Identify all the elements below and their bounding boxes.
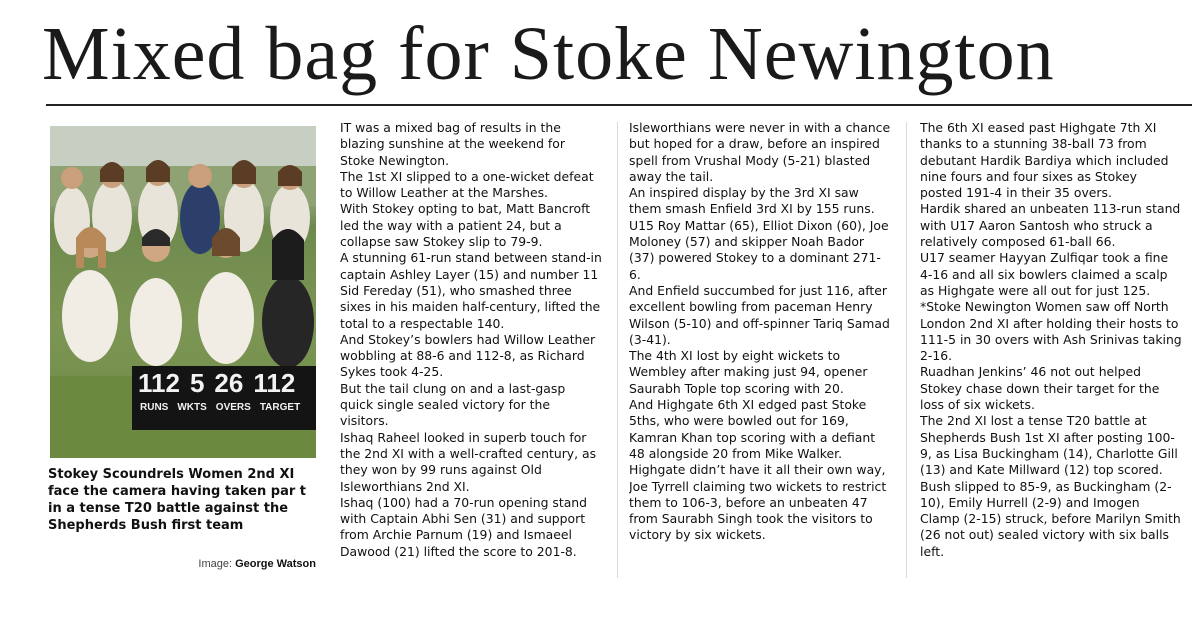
paragraph: Ishaq (100) had a 70-run opening stand with Captain Abhi Sen (31) and support from Archie Parnum (19) and Ismaeel Dawood (21) lifted the score to 201-8. (340, 494, 588, 559)
scoreboard-label-wickets: WKTS (177, 402, 207, 413)
scoreboard-wickets: 5 (189, 368, 205, 398)
paragraph: The 1st XI slipped to a one-wicket defeat to Willow Leather at the Marshes. (340, 168, 594, 201)
scoreboard-label-overs: OVERS (215, 402, 251, 413)
photo-caption: Stokey Scoundrels Women 2nd XI face the camera having taken par t in a tense T20 battle against the Shepherds Bush first team (48, 467, 306, 533)
scoreboard-label-target: TARGET (259, 402, 301, 413)
paragraph: An inspired display by the 3rd XI saw them smash Enfield 3rd XI by 155 runs. (629, 185, 875, 217)
paragraph: But the tail clung on and a last-gasp quick single sealed victory for the visitors. (340, 380, 566, 429)
paragraph: And Enfield succumbed for just 116, after excellent bowling from paceman Henry Wilson (5-10) and off-spinner Tariq Samad (3-41). (629, 282, 890, 347)
paragraph: A stunning 61-run stand between stand-in captain Ashley Layer (15) and number 11 Sid Fereday (51), who smashed three sixes in his maiden half-century, lifted the total to a respectable 140. (340, 250, 602, 331)
scoreboard-runs: 112 (138, 368, 180, 398)
team-photo (50, 126, 316, 458)
scoreboard (132, 366, 316, 430)
paragraph: And Stokey’s bowlers had Willow Leather wobbling at 88-6 and 112-8, as Richard Sykes took 4-25. (340, 331, 596, 380)
paragraph: *Stoke Newington Women saw off North London 2nd XI after holding their hosts to 111-5 in 30 overs with Ash Srinivas taking 2-16. (920, 299, 1182, 364)
paragraph: Bush slipped to 85-9, as Buckingham (2-10), Emily Hurrell (2-9) and Imogen Clamp (2-15) struck, before Marilyn Smith (26 not out) sealed victory with six balls left. (920, 478, 1181, 559)
scoreboard-target: 112 (253, 368, 296, 398)
article-column-3 (920, 120, 1182, 590)
paragraph: The 6th XI eased past Highgate 7th XI thanks to a stunning 38-ball 73 from debutant Hardik Bardiya which included nine fours and four sixes as Stokey posted 191-4 in their 35 overs. (920, 120, 1169, 201)
headline-rule (46, 104, 1192, 106)
article-column-2 (629, 120, 891, 590)
paragraph: U15 Roy Mattar (65), Elliot Dixon (60), Joe Moloney (57) and skipper Noah Bador (37) powered Stokey to a dominant 271-6. (629, 217, 889, 282)
paragraph: Hardik shared an unbeaten 113-run stand with U17 Aaron Santosh who struck a relatively composed 61-ball 66. (920, 201, 1181, 250)
paragraph: Ruadhan Jenkins’ 46 not out helped Stokey chase down their target for the loss of six wickets. (920, 364, 1160, 413)
column-divider (906, 122, 907, 578)
headline: Mixed bag for Stoke Newington (42, 12, 1055, 96)
paragraph: And Highgate 6th XI edged past Stoke 5ths, who were bowled out for 169, Kamran Khan top scoring with a defiant 48 alongside 20 from Mike Walker. (629, 397, 876, 461)
paragraph: With Stokey opting to bat, Matt Bancroft led the way with a patient 24, but a collapse saw Stokey slip to 79-9. (340, 201, 591, 250)
paragraph: Isleworthians were never in with a chance but hoped for a draw, before an inspired spell from Vrushal Mody (5-21) blasted away the tail. (629, 120, 891, 184)
photo-credit (198, 558, 316, 570)
scoreboard-label-runs: RUNS (140, 402, 169, 413)
scoreboard-overs: 26 (214, 368, 244, 398)
photo-credit-name: George Watson (235, 558, 316, 570)
article-column-1 (340, 120, 602, 590)
paragraph: The 4th XI lost by eight wickets to Wembley after making just 94, opener Saurabh Tople top scoring with 20. (629, 348, 868, 396)
paragraph: IT was a mixed bag of results in the blazing sunshine at the weekend for Stoke Newington. (340, 120, 565, 168)
photo-credit-prefix: Image: (198, 558, 233, 570)
column-divider (617, 122, 618, 578)
paragraph: Ishaq Raheel looked in superb touch for the 2nd XI with a well-crafted century, as they won by 99 runs against Old Isleworthians 2nd XI. (340, 429, 597, 494)
paragraph: Highgate didn’t have it all their own way, Joe Tyrrell claiming two wickets to restrict them to 106-3, before an unbeaten 47 from Saurabh Singh took the visitors to victory by six wickets. (629, 462, 887, 543)
paragraph: The 2nd XI lost a tense T20 battle at Shepherds Bush 1st XI after posting 100-9, as Lisa Buckingham (14), Charlotte Gill (13) and Kate Millward (12) top scored. (920, 413, 1178, 478)
paragraph: U17 seamer Hayyan Zulfiqar took a fine 4-16 and all six bowlers claimed a scalp as Highgate were all out for just 125. (920, 250, 1169, 298)
